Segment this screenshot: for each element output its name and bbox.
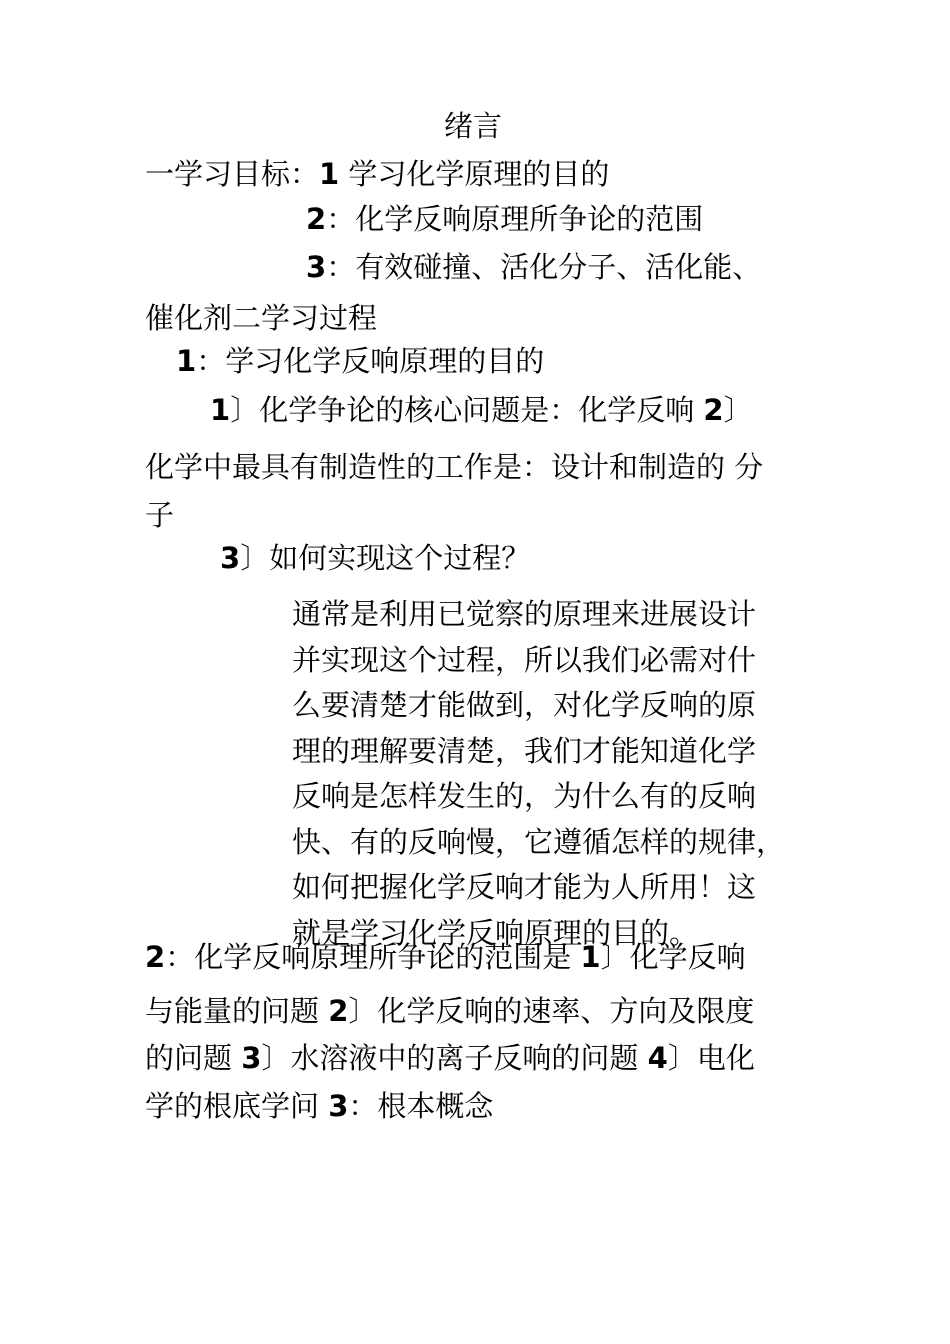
objectives-line-2 [306,201,703,237]
section-2-number: 2 [145,940,166,974]
scope-1-number: 1 [580,940,601,974]
question-3-line [220,540,530,576]
objective-2-number: 2 [306,202,327,236]
objectives-heading: 一学习目标： [145,157,320,191]
answer-line: 通常是利用已觉察的原理来进展设计 [292,597,757,631]
scope-4-text: 〕电化 [667,1041,755,1075]
objective-3-number: 3 [306,250,327,284]
section-2-line-3 [145,1040,755,1076]
objectives-line-4: 催化剂二学习过程 [145,301,378,335]
answer-line: 反响是怎样发生的，为什么有的反响 [292,779,757,813]
answer-line: 理的理解要清楚，我们才能知道化学 [292,733,757,768]
question-1-line [210,392,753,428]
scope-1-text-cont: 与能量的问题 [145,994,329,1028]
question-2-line: 化学中最具有制造性的工作是：设计和制造的 分 [145,450,764,484]
objective-1-number: 1 [319,157,340,191]
scope-1-text: 〕化学反响 [600,940,746,974]
section-2-line-2 [145,993,754,1029]
section-1-heading [176,343,544,379]
question-2-number: 2 [703,393,724,427]
answer-paragraph [292,592,812,956]
question-2-bracket: 〕 [723,393,753,427]
answer-line: 并实现这个过程，所以我们必需对什 [292,642,757,677]
scope-2-number: 2 [328,994,349,1028]
scope-4-number: 4 [647,1041,668,1075]
section-3-text: ：根本概念 [348,1089,494,1123]
objectives-line-3 [306,249,761,285]
scope-2-text: 〕化学反响的速率、方向及限度 [348,994,755,1028]
question-2-line-2: 子 [145,498,175,532]
objective-2-text: ：化学反响原理所争论的范围 [326,202,704,236]
question-1-number: 1 [210,393,231,427]
section-1-number: 1 [176,344,197,378]
question-1-text: 〕化学争论的核心问题是：化学反响 [230,393,704,427]
scope-2-text-cont: 的问题 [145,1041,242,1075]
answer-line: 么要清楚才能做到，对化学反响的原 [292,688,757,722]
scope-3-number: 3 [241,1041,262,1075]
objectives-line-1 [145,156,609,192]
answer-line: 如何把握化学反响才能为人所用！这 [292,870,757,904]
answer-line: 快、有的反响慢，它遵循怎样的规律， [292,824,786,859]
document-title: 绪言 [444,109,503,143]
section-1-text: ：学习化学反响原理的目的 [196,344,545,378]
scope-3-text: 〕水溶液中的离子反响的问题 [261,1041,648,1075]
section-2-line-1 [145,939,746,975]
section-2-line-4 [145,1088,493,1124]
scope-4-text-cont: 学的根底学问 [145,1089,329,1123]
objective-1-text: 学习化学原理的目的 [348,157,610,191]
section-3-number: 3 [328,1089,349,1123]
question-3-text: 〕如何实现这个过程？ [240,541,531,575]
answer-line: 就是学习化学反响原理的目的。 [292,915,699,950]
question-3-number: 3 [220,541,241,575]
objective-3-text: ：有效碰撞、活化分子、活化能、 [326,250,762,284]
section-2-text: ：化学反响原理所争论的范围是 [165,940,581,974]
